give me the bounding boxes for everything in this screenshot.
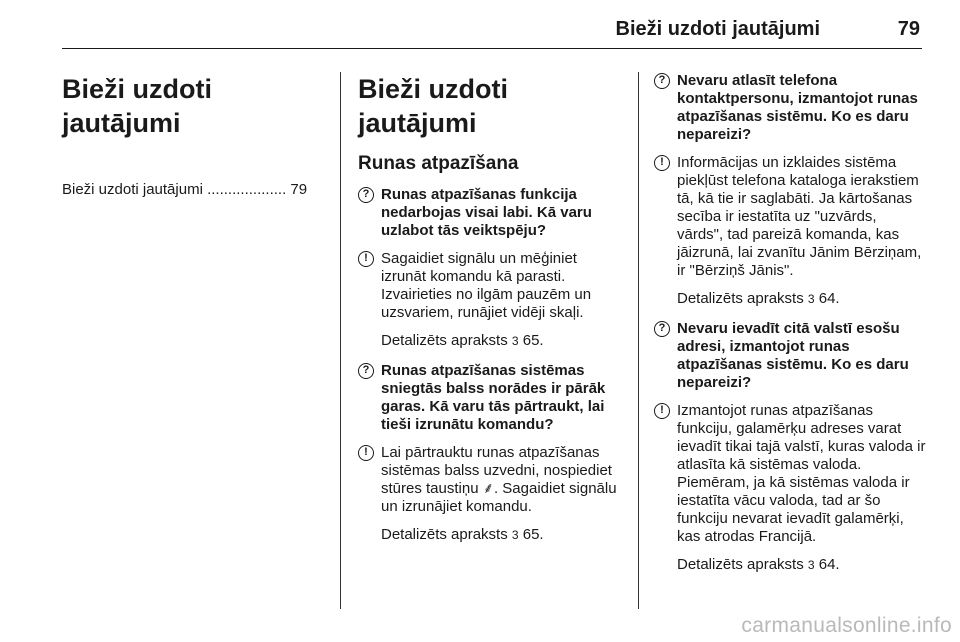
answer <box>358 250 620 322</box>
watermark: carmanualsonline.info <box>741 614 952 637</box>
detail-reference: Detalizēts apraksts 3 64. <box>677 290 840 307</box>
page-number: 79 <box>897 18 920 40</box>
page-header <box>62 16 922 49</box>
arrow-icon: 3 <box>511 528 519 542</box>
page-reference[interactable]: 65. <box>522 332 544 349</box>
column-divider <box>340 72 341 609</box>
question <box>654 320 926 392</box>
arrow-icon: 3 <box>807 292 815 306</box>
exclamation-icon: ! <box>654 155 670 171</box>
question-text: Runas atpazīšanas funkcija nedarbojas visai labi. Kā varu uzlabot tās veiktspēju? <box>381 186 592 239</box>
question <box>358 186 620 240</box>
page-reference[interactable]: 64. <box>818 556 840 573</box>
content-column-2 <box>654 72 926 586</box>
exclamation-icon: ! <box>358 251 374 267</box>
question <box>654 72 926 144</box>
section-heading: Runas atpazīšana <box>358 153 519 174</box>
detail-reference: Detalizēts apraksts 3 65. <box>381 332 544 349</box>
question-icon: ? <box>654 73 670 89</box>
question-icon: ? <box>358 187 374 203</box>
detail-reference: Detalizēts apraksts 3 64. <box>677 556 840 573</box>
question-icon: ? <box>654 321 670 337</box>
detail-reference: Detalizēts apraksts 3 65. <box>381 526 544 543</box>
question <box>358 362 620 434</box>
toc-title: Bieži uzdoti jautājumi <box>62 74 212 138</box>
arrow-icon: 3 <box>807 558 815 572</box>
answer-text: Izmantojot runas atpazīšanas funkciju, galamērķu adreses varat ievadīt tikai tajā valstī, kuras valoda ir atlasīta kā sistēmas valoda. Piemēram, ja kā sistēmas valoda ir iestatīta vācu valoda, tad ar šo funkciju nevarat ievadīt galamērķi, kas atrodas Francijā. <box>677 402 926 545</box>
answer-text: Lai pārtrauktu runas atpazīšanas sistēmas balss uzvedni, nospiediet stūres taustiņu ⸙. Sagaidiet signālu un izrunājiet komandu. <box>381 444 617 515</box>
page-reference[interactable]: 64. <box>818 290 840 307</box>
page-reference[interactable]: 65. <box>522 526 544 543</box>
header-title: Bieži uzdoti jautājumi <box>615 18 820 40</box>
question-text: Nevaru ievadīt citā valstī esošu adresi, izmantojot runas atpazīšanas sistēmu. Ko es daru nepareizi? <box>677 320 909 391</box>
question-icon: ? <box>358 363 374 379</box>
answer <box>654 154 926 280</box>
exclamation-icon: ! <box>358 445 374 461</box>
answer-text: Sagaidiet signālu un mēģiniet izrunāt komandu kā parasti. Izvairieties no ilgām pauzēm un uzsvariem, runājiet vidēji skaļi. <box>381 250 592 321</box>
answer-text: Informācijas un izklaides sistēma piekļūst telefona kataloga ierakstiem tā, kā tie ir saglabāti. Ja kārtošanas secība ir iestatīta uz "uzvārds, vārds", tad pareizā komanda, kas jāizrunā, lai zvanītu Jānim Bērziņam, ir "Bērziņš Jānis". <box>677 154 922 279</box>
question-text: Nevaru atlasīt telefona kontaktpersonu, izmantojot runas atpazīšanas sistēmu. Ko es daru nepareizi? <box>677 72 918 143</box>
column-divider <box>638 72 639 609</box>
question-text: Runas atpazīšanas sistēmas sniegtās balss norādes ir pārāk garas. Kā varu tās pārtraukt, lai tieši izrunātu komandu? <box>381 362 606 433</box>
chapter-title: Bieži uzdoti jautājumi <box>358 74 508 138</box>
content-column-1 <box>358 72 620 556</box>
exclamation-icon: ! <box>654 403 670 419</box>
toc-column <box>62 72 332 200</box>
answer <box>358 444 620 516</box>
answer <box>654 402 926 546</box>
toc-entry[interactable]: Bieži uzdoti jautājumi ................... 79 <box>62 181 308 198</box>
arrow-icon: 3 <box>511 334 519 348</box>
